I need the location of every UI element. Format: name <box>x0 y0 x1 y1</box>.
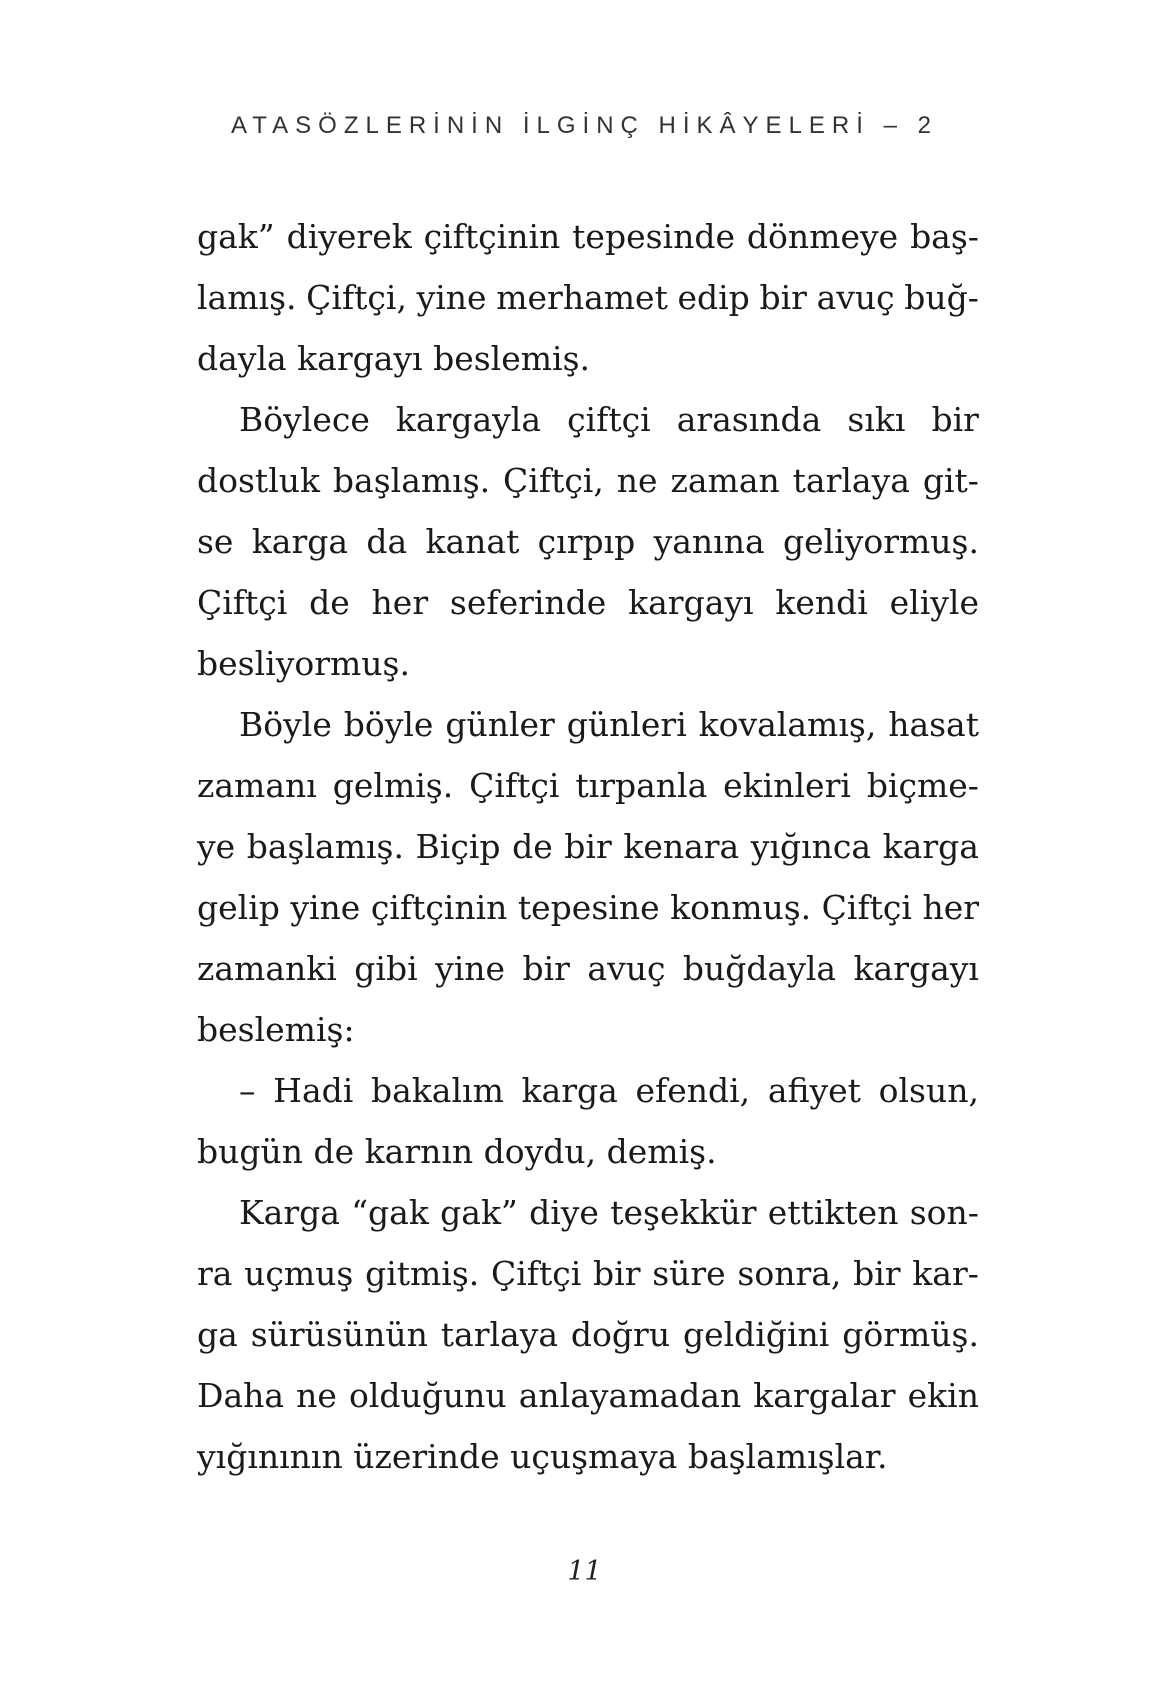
text-line: dostluk başlamış. Çiftçi, ne zaman tarlaya git- <box>197 461 979 500</box>
text-line: gelip yine çiftçinin tepesine konmuş. Çiftçi her <box>197 888 979 927</box>
text-line: zamanki gibi yine bir avuç buğdayla kargayı <box>197 949 979 988</box>
text-line: bugün de karnın doydu, demiş. <box>197 1132 717 1171</box>
text-line: ye başlamış. Biçip de bir kenara yığınca karga <box>197 827 979 866</box>
text-line: Çiftçi de her seferinde kargayı kendi eliyle <box>197 583 979 622</box>
text-line: ra uçmuş gitmiş. Çiftçi bir süre sonra, bir kar- <box>197 1254 979 1293</box>
text-line: se karga da kanat çırpıp yanına geliyormuş. <box>197 522 979 561</box>
running-header: ATASÖZLERİNİN İLGİNÇ HİKÂYELERİ – 2 <box>231 112 938 139</box>
text-line: ga sürüsünün tarlaya doğru geldiğini görmüş. <box>197 1315 979 1354</box>
text-line: beslemiş: <box>197 1010 355 1049</box>
text-line: Karga “gak gak” diye teşekkür ettikten son- <box>239 1193 979 1232</box>
text-line: besliyormuş. <box>197 644 410 683</box>
text-line: zamanı gelmiş. Çiftçi tırpanla ekinleri biçme- <box>197 766 979 805</box>
text-line: dayla kargayı beslemiş. <box>197 339 591 378</box>
text-line: – Hadi bakalım karga efendi, afiyet olsun, <box>239 1071 979 1110</box>
text-line: Daha ne olduğunu anlayamadan kargalar ekin <box>197 1376 979 1415</box>
paragraph-4 <box>197 1060 979 1182</box>
text-line: lamış. Çiftçi, yine merhamet edip bir avuç buğ- <box>197 278 979 317</box>
paragraph-3 <box>197 694 979 1060</box>
text-line: Böyle böyle günler günleri kovalamış, hasat <box>239 705 979 744</box>
body-text <box>197 206 979 1487</box>
page-number: 11 <box>567 1556 602 1587</box>
text-line: gak” diyerek çiftçinin tepesinde dönmeye baş- <box>197 217 979 256</box>
text-line: yığınının üzerinde uçuşmaya başlamışlar. <box>197 1437 888 1476</box>
text-line: Böylece kargayla çiftçi arasında sıkı bir <box>239 400 979 439</box>
paragraph-1 <box>197 206 979 389</box>
paragraph-5 <box>197 1182 979 1487</box>
paragraph-2 <box>197 389 979 694</box>
